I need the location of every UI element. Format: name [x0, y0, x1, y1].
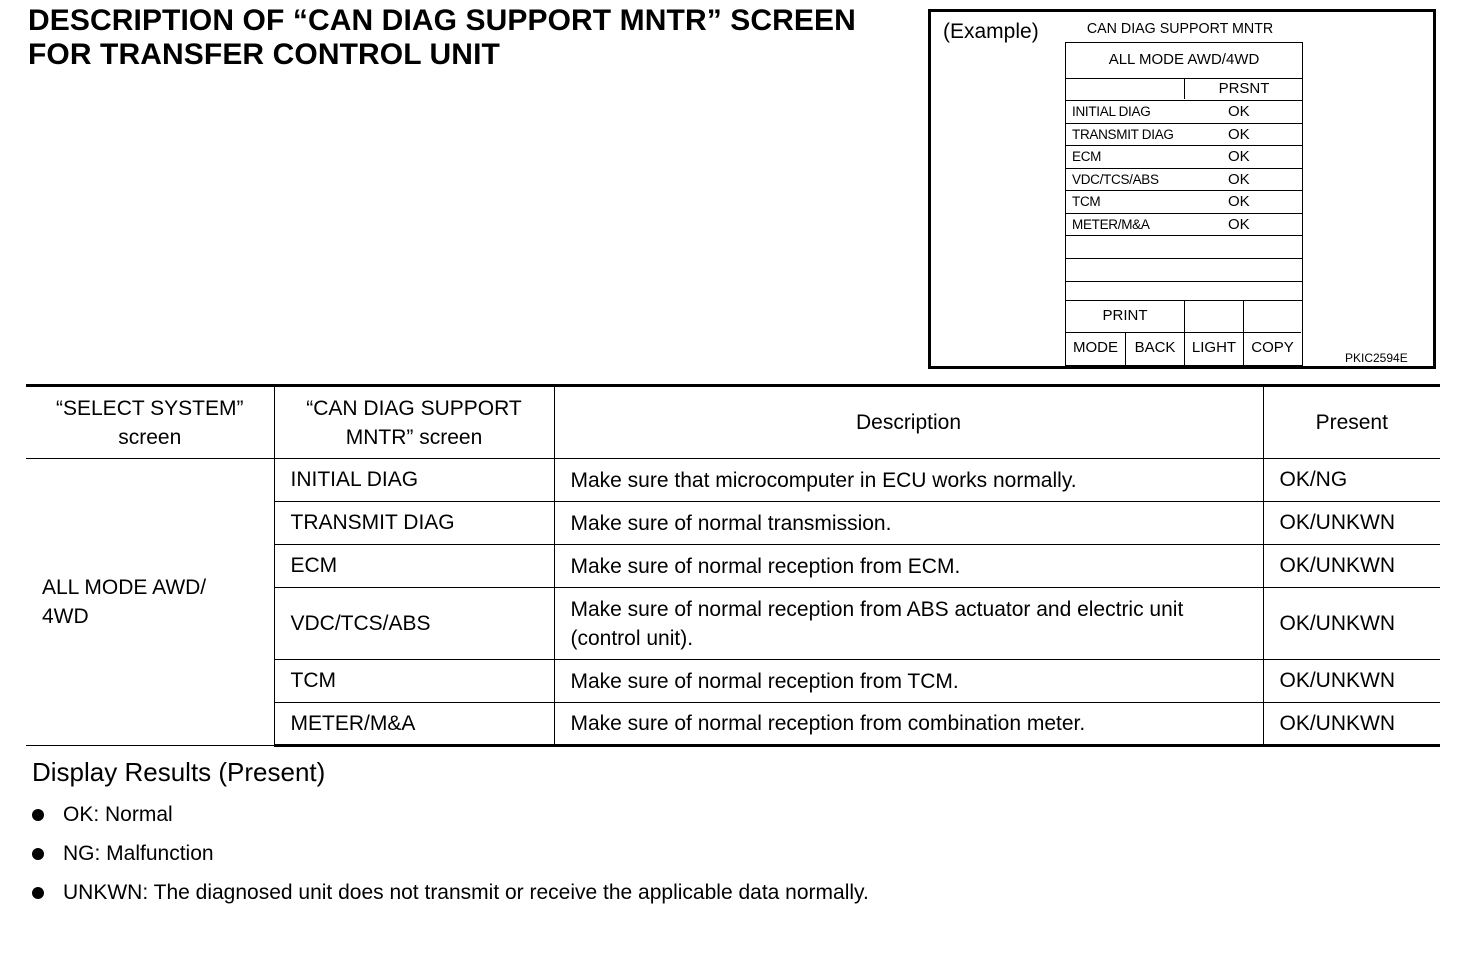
description-cell: Make sure of normal reception from TCM.	[554, 660, 1263, 703]
item-cell: TCM	[274, 660, 554, 703]
item-cell: INITIAL DIAG	[274, 459, 554, 502]
present-cell: OK/UNKWN	[1263, 545, 1440, 588]
example-mode-button[interactable]: MODE	[1066, 333, 1126, 365]
header-present: Present	[1263, 386, 1440, 459]
list-item	[32, 800, 869, 839]
example-item-name: INITIAL DIAG	[1072, 104, 1151, 119]
page-title-line-1: DESCRIPTION OF “CAN DIAG SUPPORT MNTR” SCREEN	[28, 4, 856, 37]
example-item-status: OK	[1228, 103, 1250, 120]
example-blank-row	[1066, 259, 1302, 282]
note-text: UNKWN: The diagnosed unit does not transmit or receive the applicable data normally.	[63, 881, 869, 904]
example-empty-button	[1244, 301, 1301, 333]
description-cell: Make sure of normal reception from ABS actuator and electric unit (control unit).	[554, 588, 1263, 660]
bullet-icon	[32, 887, 44, 899]
description-cell: Make sure that microcomputer in ECU works normally.	[554, 459, 1263, 502]
item-cell: TRANSMIT DIAG	[274, 502, 554, 545]
example-item-status: OK	[1228, 125, 1250, 143]
example-item-row	[1066, 101, 1302, 124]
can-diag-description-table	[26, 384, 1440, 747]
present-cell: OK/UNKWN	[1263, 502, 1440, 545]
display-results-heading: Display Results (Present)	[32, 757, 326, 787]
example-item-name: VDC/TCS/ABS	[1072, 171, 1159, 187]
example-item-name: TRANSMIT DIAG	[1072, 126, 1174, 142]
example-screen-figure	[928, 9, 1436, 369]
table-header-row	[26, 386, 1440, 459]
example-prsnt-header: PRSNT	[1184, 79, 1303, 99]
example-copy-button[interactable]: COPY	[1251, 339, 1294, 356]
example-back-button[interactable]: BACK	[1126, 333, 1185, 365]
page-title-line-2: FOR TRANSFER CONTROL UNIT	[28, 38, 500, 71]
list-item	[32, 839, 869, 878]
example-item-name: METER/M&A	[1072, 216, 1150, 232]
table-row	[26, 459, 1440, 502]
bullet-icon	[32, 809, 44, 821]
present-cell: OK/UNKWN	[1263, 703, 1440, 746]
header-can-diag: “CAN DIAG SUPPORT MNTR” screen	[274, 386, 554, 459]
example-item-name: ECM	[1072, 149, 1102, 164]
description-cell: Make sure of normal transmission.	[554, 502, 1263, 545]
example-item-row	[1066, 146, 1302, 169]
header-description: Description	[554, 386, 1263, 459]
example-blank-row	[1066, 236, 1302, 259]
description-cell: Make sure of normal reception from ECM.	[554, 545, 1263, 588]
note-text: NG: Malfunction	[63, 842, 214, 865]
example-item-row	[1066, 124, 1302, 147]
example-consult-screen	[1065, 42, 1303, 366]
example-item-status: OK	[1228, 148, 1250, 165]
description-cell: Make sure of normal reception from combination meter.	[554, 703, 1263, 746]
example-blank-row	[1066, 282, 1302, 301]
example-mode-label: ALL MODE AWD/4WD	[1066, 43, 1302, 79]
item-cell: METER/M&A	[274, 703, 554, 746]
present-cell: OK/UNKWN	[1263, 660, 1440, 703]
present-cell: OK/NG	[1263, 459, 1440, 502]
example-item-row	[1066, 214, 1302, 237]
example-item-status: OK	[1228, 170, 1250, 188]
figure-id: PKIC2594E	[1345, 351, 1408, 365]
example-empty-button	[1185, 301, 1244, 333]
header-select-system: “SELECT SYSTEM” screen	[26, 386, 274, 459]
system-cell: ALL MODE AWD/ 4WD	[26, 459, 274, 746]
item-cell: ECM	[274, 545, 554, 588]
note-text: OK: Normal	[63, 803, 173, 826]
example-button-grid	[1066, 301, 1302, 365]
example-print-button[interactable]: PRINT	[1066, 301, 1185, 333]
item-cell: VDC/TCS/ABS	[274, 588, 554, 660]
example-item-status: OK	[1228, 193, 1250, 210]
display-results-list	[32, 800, 869, 917]
example-label: (Example)	[943, 20, 1039, 43]
example-item-name: TCM	[1072, 194, 1101, 209]
example-header-row	[1066, 79, 1302, 101]
page-title	[28, 4, 856, 72]
example-item-status: OK	[1228, 215, 1250, 233]
example-item-row	[1066, 169, 1302, 192]
example-item-row	[1066, 191, 1302, 214]
bullet-icon	[32, 848, 44, 860]
example-light-button[interactable]: LIGHT	[1185, 333, 1244, 365]
present-cell: OK/UNKWN	[1263, 588, 1440, 660]
list-item	[32, 878, 869, 917]
example-screen-title: CAN DIAG SUPPORT MNTR	[1086, 20, 1274, 37]
